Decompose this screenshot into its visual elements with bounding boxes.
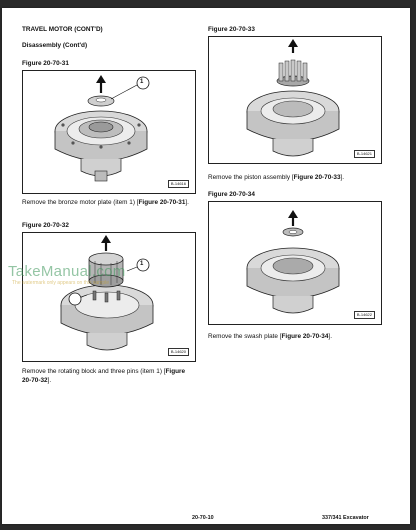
figure-31-instruction xyxy=(22,199,196,208)
figure-34-drawing xyxy=(209,202,381,324)
figure-31-caption: Figure 20-70-31 xyxy=(22,60,69,67)
figure-32-link[interactable]: Figure 20-70-32 xyxy=(22,368,186,384)
figure-31-link[interactable]: Figure 20-70-31 xyxy=(138,199,186,206)
section-title: TRAVEL MOTOR (CONT'D) xyxy=(22,26,103,33)
figure-34-link[interactable]: Figure 20-70-34 xyxy=(281,333,329,340)
figure-32-instruction xyxy=(22,368,196,385)
figure-33-instruction xyxy=(208,174,382,183)
figure-33-code: B-14621 xyxy=(354,150,375,158)
figure-33-image xyxy=(208,36,382,164)
instruction-text: Remove the rotating block and three pins (item 1) [ xyxy=(22,368,166,375)
figure-32-code: B-14620 xyxy=(168,348,189,356)
figure-33-drawing xyxy=(209,37,381,163)
instruction-text-end: ]. xyxy=(47,376,52,384)
watermark-subtitle: The watermark only appears on this sample xyxy=(12,280,109,286)
figure-34-image xyxy=(208,201,382,325)
figure-32-callout: 1 xyxy=(140,261,144,267)
figure-32-drawing xyxy=(23,233,195,361)
figure-34-instruction xyxy=(208,333,382,342)
figure-31-image xyxy=(22,70,196,194)
watermark-title: TakeManual.com xyxy=(8,263,126,280)
instruction-text-end: ]. xyxy=(185,199,189,206)
figure-31-drawing xyxy=(23,71,195,193)
instruction-text: Remove the piston assembly [ xyxy=(208,174,294,181)
figure-32-image xyxy=(22,232,196,362)
figure-33-link[interactable]: Figure 20-70-33 xyxy=(293,174,341,181)
figure-34-caption: Figure 20-70-34 xyxy=(208,191,255,198)
manual-page xyxy=(2,8,410,524)
instruction-text: Remove the bronze motor plate (item 1) [ xyxy=(22,199,139,206)
figure-31-callout: 1 xyxy=(140,79,144,85)
figure-31-code: B-14616 xyxy=(168,180,189,188)
figure-33-caption: Figure 20-70-33 xyxy=(208,26,255,33)
instruction-text-end: ]. xyxy=(340,174,345,181)
model-name: 337/341 Excavator xyxy=(322,515,369,521)
figure-32-caption: Figure 20-70-32 xyxy=(22,222,69,229)
instruction-text-end: ]. xyxy=(328,333,332,340)
instruction-text: Remove the swash plate [ xyxy=(208,333,282,340)
subsection-title: Disassembly (Cont'd) xyxy=(22,42,88,49)
page-number: 20-70-10 xyxy=(192,515,214,521)
figure-34-code: B-14622 xyxy=(354,311,375,319)
